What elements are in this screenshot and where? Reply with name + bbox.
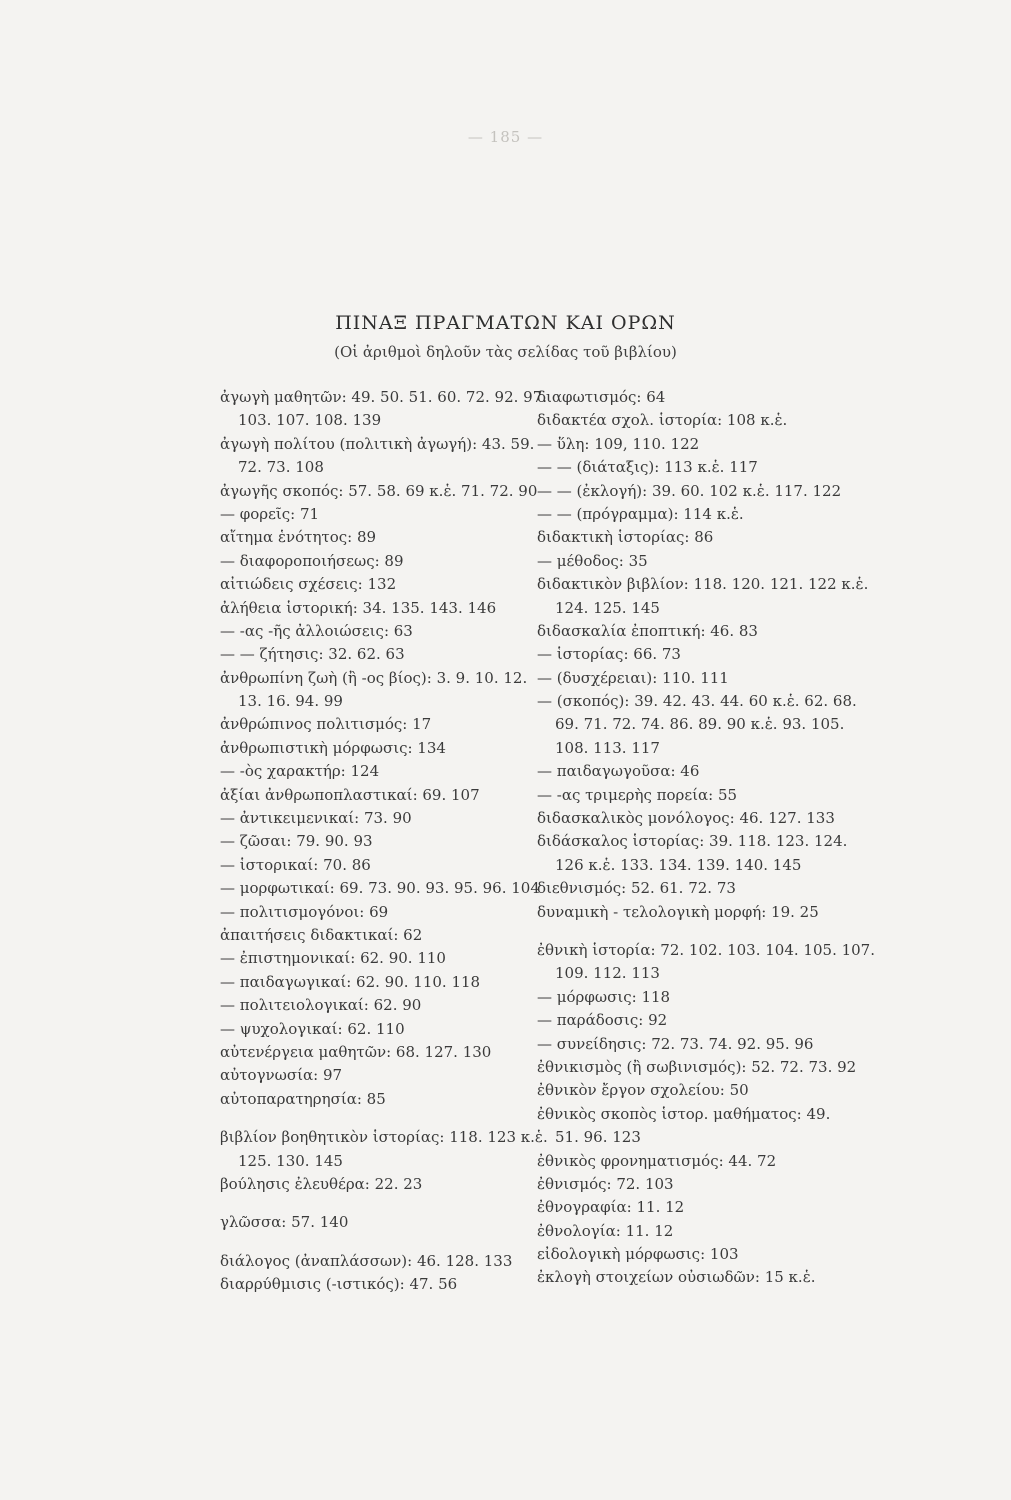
index-entry: — ψυχολογικαί: 62. 110: [220, 1019, 405, 1038]
index-entry: — (δυσχέρειαι): 110. 111: [537, 668, 729, 687]
index-gap: [220, 1111, 520, 1126]
index-entry: ἐθνισμός: 72. 103: [537, 1174, 674, 1193]
index-entry: — ἐπιστημονικαί: 62. 90. 110: [220, 949, 446, 968]
index-entry: αὐτενέργεια μαθητῶν: 68. 127. 130: [220, 1042, 492, 1061]
index-entry: — (σκοπός): 39. 42. 43. 44. 60 κ.ἑ. 62. 68.: [537, 692, 857, 711]
index-entry: ἐθνικὴ ἱστορία: 72. 102. 103. 104. 105. 107.: [537, 940, 875, 959]
index-entry: 125. 130. 145: [238, 1151, 343, 1170]
index-entry: — φορεῖς: 71: [220, 504, 320, 523]
index-entry: — μορφωτικαί: 69. 73. 90. 93. 95. 96. 104: [220, 879, 540, 898]
index-entry: — πολιτισμογόνοι: 69: [220, 902, 389, 921]
index-entry: ἀγωγὴ μαθητῶν: 49. 50. 51. 60. 72. 92. 97.: [220, 388, 548, 406]
index-entry: αἴτημα ἑνότητος: 89: [220, 528, 377, 547]
index-gap: [220, 1196, 520, 1211]
index-entry: — ἱστορικαί: 70. 86: [220, 855, 371, 874]
index-entry: ἀπαιτήσεις διδακτικαί: 62: [220, 925, 423, 944]
index-entry: — -ας -ῆς ἀλλοιώσεις: 63: [220, 621, 413, 640]
index-entry: διδακτικὴ ἱστορίας: 86: [537, 528, 714, 547]
page-number: — 185 —: [467, 128, 544, 146]
index-entry: — ὕλη: 109, 110. 122: [537, 434, 700, 453]
index-entry: βούλησις ἐλευθέρα: 22. 23: [220, 1174, 423, 1193]
index-entry: 108. 113. 117: [555, 738, 660, 757]
index-entry: αὐτογνωσία: 97: [220, 1066, 343, 1085]
index-entry: — ἱστορίας: 66. 73: [537, 645, 681, 664]
index-gap: [537, 924, 897, 939]
index-entry: δυναμικὴ - τελολογικὴ μορφή: 19. 25: [537, 902, 819, 921]
index-entry: ἐθνολογία: 11. 12: [537, 1221, 674, 1240]
index-entry: — συνείδησις: 72. 73. 74. 92. 95. 96: [537, 1034, 814, 1053]
index-entry: — παράδοσις: 92: [537, 1011, 668, 1030]
index-entry: — -ὸς χαρακτήρ: 124: [220, 762, 380, 781]
index-entry: ἀλήθεια ἱστορική: 34. 135. 143. 146: [220, 598, 497, 617]
index-entry: — παιδαγωγικαί: 62. 90. 110. 118: [220, 972, 481, 991]
index-entry: 126 κ.ἑ. 133. 134. 139. 140. 145: [555, 855, 802, 874]
index-entry: γλῶσσα: 57. 140: [220, 1213, 349, 1232]
index-entry: 13. 16. 94. 99: [238, 692, 343, 711]
index-entry: ἐθνικὸν ἔργον σχολείου: 50: [537, 1081, 749, 1100]
index-entry: — ζῶσαι: 79. 90. 93: [220, 832, 373, 851]
index-entry: — — (ἐκλογή): 39. 60. 102 κ.ἑ. 117. 122: [537, 481, 842, 500]
index-entry: ἀνθρώπινος πολιτισμός: 17: [220, 715, 432, 734]
index-entry: — — (διάταξις): 113 κ.ἑ. 117: [537, 458, 758, 477]
index-entry: ἀγωγῆς σκοπός: 57. 58. 69 κ.ἑ. 71. 72. 90: [220, 481, 538, 500]
index-entry: διαρρύθμισις (-ιστικός): 47. 56: [220, 1275, 458, 1294]
index-entry: — πολιτειολογικαί: 62. 90: [220, 996, 422, 1015]
index-entry: 51. 96. 123: [555, 1128, 641, 1147]
index-entry: αὐτοπαρατηρησία: 85: [220, 1089, 386, 1108]
index-column-left: [220, 386, 548, 1296]
index-entry: ἐκλογὴ στοιχείων οὐσιωδῶν: 15 κ.ἑ.: [537, 1268, 816, 1287]
index-entry: διδάσκαλος ἱστορίας: 39. 118. 123. 124.: [537, 832, 848, 851]
index-entry: — μέθοδος: 35: [537, 551, 648, 570]
index-entry: διδακτικὸν βιβλίον: 118. 120. 121. 122 κ.ἑ.: [537, 575, 869, 594]
index-entry: 103. 107. 108. 139: [238, 411, 382, 430]
index-entry: διδασκαλία ἐποπτική: 46. 83: [537, 621, 758, 640]
page-subtitle: (Οἱ ἀριθμοὶ δηλοῦν τὰς σελίδας τοῦ βιβλίου): [334, 343, 677, 361]
index-entry: ἀξίαι ἀνθρωποπλαστικαί: 69. 107: [220, 785, 480, 804]
index-entry: ἀνθρωπίνη ζωὴ (ἢ -ος βίος): 3. 9. 10. 12.: [220, 668, 528, 687]
index-entry: εἰδολογικὴ μόρφωσις: 103: [537, 1245, 739, 1264]
index-entry: — -ας τριμερὴς πορεία: 55: [537, 785, 738, 804]
index-entry: αἰτιώδεις σχέσεις: 132: [220, 575, 397, 594]
index-column-right: [537, 386, 897, 1290]
index-entry: — παιδαγωγοῦσα: 46: [537, 762, 700, 781]
index-entry: 72. 73. 108: [238, 458, 324, 477]
index-entry: ἀνθρωπιστικὴ μόρφωσις: 134: [220, 738, 446, 757]
index-entry: — — (πρόγραμμα): 114 κ.ἑ.: [537, 504, 744, 523]
index-entry: διδασκαλικὸς μονόλογος: 46. 127. 133: [537, 809, 835, 828]
index-entry: 69. 71. 72. 74. 86. 89. 90 κ.ἑ. 93. 105.: [555, 715, 845, 734]
index-entry: βιβλίον βοηθητικὸν ἱστορίας: 118. 123 κ.ἑ.: [220, 1128, 548, 1147]
index-entry: — — ζήτησις: 32. 62. 63: [220, 645, 405, 664]
index-gap: [220, 1235, 520, 1250]
index-entry: διδακτέα σχολ. ἱστορία: 108 κ.ἑ.: [537, 411, 788, 430]
index-entry: — ἀντικειμενικαί: 73. 90: [220, 809, 412, 828]
index-entry: ἐθνογραφία: 11. 12: [537, 1198, 685, 1217]
page-title: ΠΙΝΑΞ ΠΡΑΓΜΑΤΩΝ ΚΑΙ ΟΡΩΝ: [335, 312, 676, 334]
index-entry: ἐθνικὸς σκοπὸς ἱστορ. μαθήματος: 49.: [537, 1104, 831, 1123]
index-entry: ἐθνικὸς φρονηματισμός: 44. 72: [537, 1151, 777, 1170]
index-entry: 109. 112. 113: [555, 964, 660, 983]
index-entry: διεθνισμός: 52. 61. 72. 73: [537, 879, 736, 898]
index-entry: διαφωτισμός: 64: [537, 388, 666, 406]
index-entry: — μόρφωσις: 118: [537, 987, 671, 1006]
index-entry: ἀγωγὴ πολίτου (πολιτικὴ ἀγωγή): 43. 59.: [220, 434, 535, 453]
index-entry: διάλογος (ἀναπλάσσων): 46. 128. 133: [220, 1251, 513, 1270]
index-entry: — διαφοροποιήσεως: 89: [220, 551, 404, 570]
index-entry: 124. 125. 145: [555, 598, 660, 617]
index-entry: ἐθνικισμὸς (ἢ σωβινισμός): 52. 72. 73. 92: [537, 1057, 857, 1076]
